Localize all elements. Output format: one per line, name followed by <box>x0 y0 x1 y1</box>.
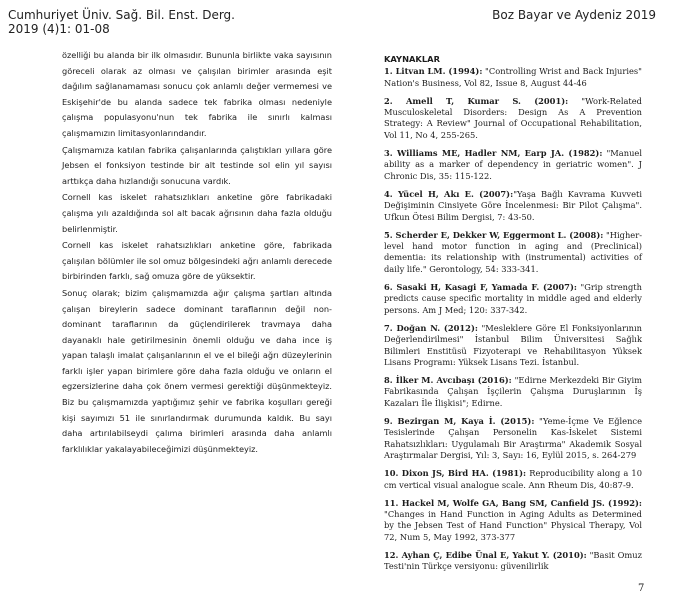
reference-authors: 8. İlker M. Avcıbaşı (2016): <box>384 375 512 386</box>
body-text-column <box>62 48 332 458</box>
reference-authors: 4. Yücel H, Akı E. (2007): <box>384 188 514 199</box>
reference-item <box>384 148 642 182</box>
reference-item <box>384 189 642 223</box>
reference-item <box>384 323 642 368</box>
reference-authors: 3. Williams ME, Hadler NM, Earp JA. (1982): <box>384 148 603 159</box>
reference-item <box>384 375 642 409</box>
reference-text: "Work-Related Musculoskeletal Disorders: Design As A Prevention Strategy: A Review" Journal of Occupational Rehabilitation, Vol 11, No 4, 255-265. <box>384 95 642 140</box>
reference-item <box>384 282 642 316</box>
reference-authors: 10. Dixon JS, Bird HA. (1981): <box>384 468 527 479</box>
reference-authors: 11. Hackel M, Wolfe GA, Bang SM, Canfield JS. (1992): <box>384 497 642 508</box>
reference-authors: 7. Doğan N. (2012): <box>384 322 478 333</box>
reference-authors: 9. Bezirgan M, Kaya İ. (2015): <box>384 416 535 427</box>
reference-text: "Higher-level hand motor function in aging and (Preclinical) dementia: its relationship with (instrumental) activities of daily life." Gerontology, 54: 333-341. <box>384 229 642 274</box>
reference-item <box>384 416 642 461</box>
reference-authors: 12. Ayhan Ç, Edibe Ünal E, Yakut Y. (2010): <box>384 549 587 560</box>
body-paragraph: Çalışmamıza katılan fabrika çalışanlarında çalıştıkları yıllara göre Jebsen el fonksiyon testinde bir alt testinde sol elin yıl sayısı arttıkça daha hızlandığı sonucuna vardık. <box>62 144 332 186</box>
journal-name: Cumhuriyet Üniv. Sağ. Bil. Enst. Derg. <box>8 8 235 22</box>
reference-item <box>384 498 642 543</box>
references-heading: KAYNAKLAR <box>384 54 440 64</box>
reference-text: "Changes in Hand Function in Aging Adults as Determined by the Jebsen Test of Hand Function" Physical Therapy, Vol 72, Num 5, May 1992, 373-377 <box>384 509 642 542</box>
body-paragraph: Cornell kas iskelet rahatsızlıkları anketine göre fabrikadaki çalışma yılı azaldığında sol alt bacak ağrısının daha fazla olduğu belirlenmiştir. <box>62 192 332 234</box>
reference-authors: 6. Sasaki H, Kasagi F, Yamada F. (2007): <box>384 282 577 293</box>
reference-item <box>384 96 642 141</box>
reference-item <box>384 550 642 573</box>
reference-text: "Edirne Merkezdeki Bir Giyim Fabrikasında Çalışan İşçilerin Çalışma Duruşlarının İş Kazaları İle İlişkisi"; Edirne. <box>384 375 642 408</box>
reference-text: "Yaşa Bağlı Kavrama Kuvveti Değişiminin Cinsiyete Göre İncelenmesi: Bir Pilot Çalışma". Ufkun Ötesi Bilim Dergisi, 7: 43-50. <box>384 188 642 222</box>
reference-text: "Yeme-İçme Ve Eğlence Tesislerinde Çalışan Personelin Kas-İskelet Sistemi Rahatsızlıkları: Uygulamalı Bir Araştırma" Akademik Sosyal Araştırmalar Dergisi, Yıl: 3, Sayı: 16, Eylül 2015, s. 264-279 <box>384 416 642 460</box>
reference-authors: 2. Amell T, Kumar S. (2001): <box>384 95 569 106</box>
reference-authors: 5. Scherder E, Dekker W, Eggermont L. (2008): <box>384 229 604 240</box>
reference-text: "Grip strength predicts cause specific mortality in middle aged and elderly persons. Am J Med; 120: 337-342. <box>384 282 642 315</box>
reference-item <box>384 230 642 275</box>
reference-authors: 1. Litvan LM. (1994): <box>384 66 483 77</box>
body-paragraph: özelliği bu alanda bir ilk olmasıdır. Bununla birlikte vaka sayısının göreceli olarak az olması ve çalışılan birimler arasında eşit dağılım sağlanamaması sonucu çok anlamlı değer vermemesi ve Eskişehir'de bu alanda sadece tek fabrika olması nedeniyle çalışma populasyonu'nun tek fabrika ile sınırlı kalması çalışmamızın limitasyonlarındandır. <box>62 50 332 138</box>
references-column <box>384 54 642 580</box>
reference-text: "Basit Omuz Testi'nin Türkçe versiyonu: güvenilirlik <box>384 549 643 572</box>
body-paragraph: Sonuç olarak; bizim çalışmamızda ağır çalışma şartları altında çalışan bireylerin sadece dominant taraflarının değil non-dominant taraflarının da güçlendirilerek travmaya daha dayanaklı hale getirilmesinin önemli olduğu ve daha ince iş yapan talaşlı imalat çalışanlarının el ve el bileği ağrı düzeylerinin farklı işler yapan birimlere göre daha fazla olduğu ve onların el egzersizlerine daha çok önem vermesi gerektiği düşünmekteyiz. Biz bu çalışmamızda yaptığımız şehir ve fabrika koşulları gereği kişi sayımızı 51 ile sınırlandırmak durumunda kaldık. Bu sayı daha artırılabilseydi çalıma birimleri arasında daha anlamlı farklılıklar yakalayabileceğimizi düşünmekteyiz. <box>62 287 332 454</box>
reference-item <box>384 468 642 491</box>
journal-header <box>8 8 235 36</box>
body-paragraph: Cornell kas iskelet rahatsızlıkları anketine göre, fabrikada çalışılan bölümler ile sol omuz bölgesindeki ağrı anlamlı derecede birbirinden farklı, sağ omuza göre de yüksektir. <box>62 240 332 282</box>
reference-text: Reproducibility along a 10 cm vertical visual analogue scale. Ann Rheum Dis, 40:87-9. <box>384 468 642 490</box>
reference-text: "Mesleklere Göre El Fonksiyonlarının Değerlendirilmesi" İstanbul Bilim Üniversitesi Sağlık Bilimleri Enstitüsü Fizyoterapi ve Rehabilitasyon Yüksek Lisans Programı: Yüksek Lisans Tezi. İstanbul. <box>384 322 642 367</box>
page-number: 7 <box>638 583 645 594</box>
reference-text: "Manuel ability as a marker of dependency in geriatric women". J Chronic Dis, 35: 115-122. <box>384 148 642 181</box>
running-authors: Boz Bayar ve Aydeniz 2019 <box>492 8 656 22</box>
journal-issue: 2019 (4)1: 01-08 <box>8 22 110 36</box>
reference-item <box>384 66 642 89</box>
reference-text: "Controlling Wrist and Back Injuries" Nation's Business, Vol 82, Issue 8, August 44-46 <box>384 66 642 88</box>
